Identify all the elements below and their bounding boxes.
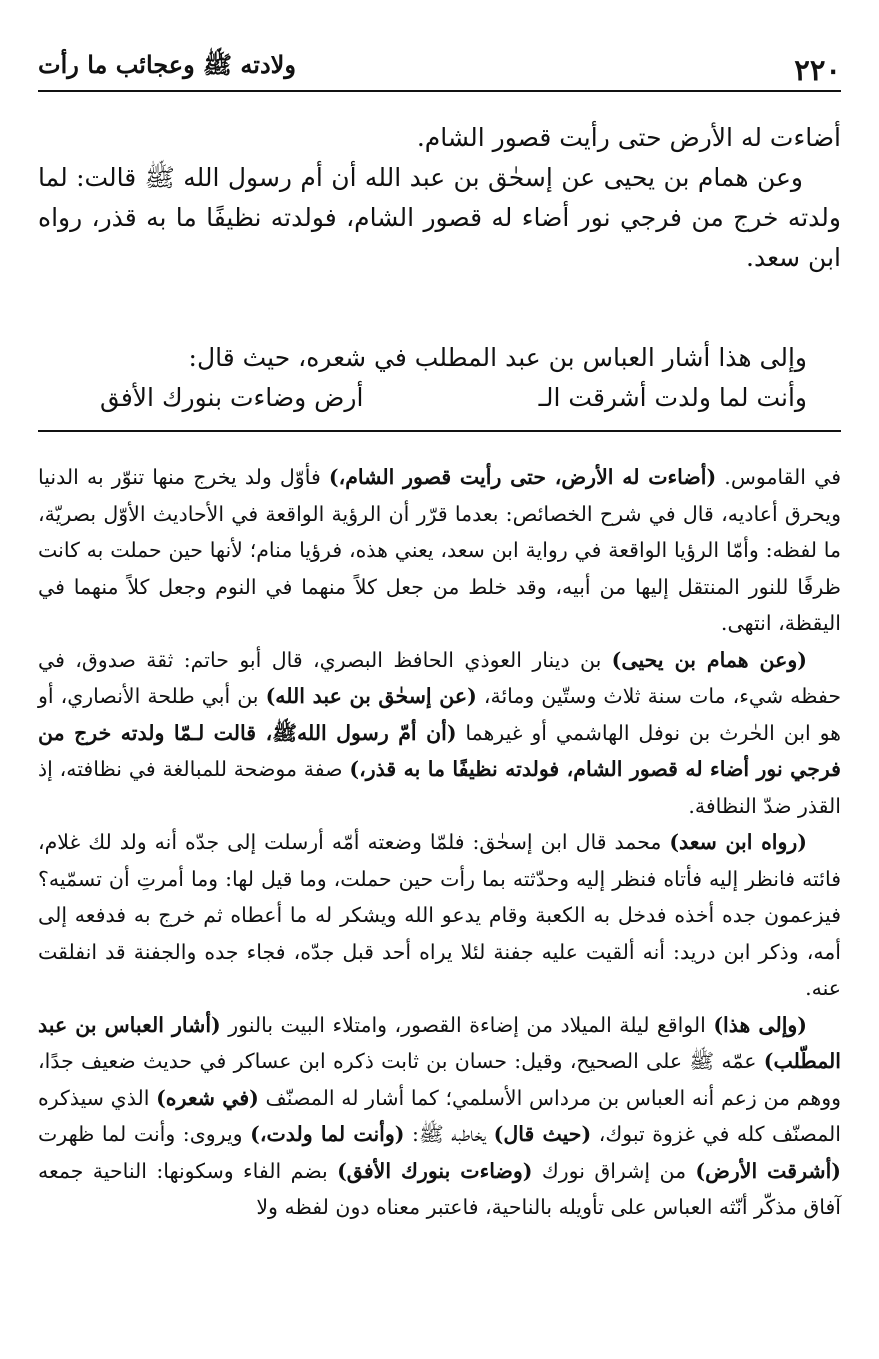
text-span: يخاطبه ﷺ: [404, 1122, 494, 1146]
text-span: الواقع ليلة الميلاد من إضاءة القصور، وامتلاء البيت بالنور [220, 1012, 714, 1037]
quoted-matn: (أن أمّ رسول اللهﷺ، قالت لـمّا ولدته خرج من فرجي نور أضاء له قصور الشام، فولدته نظيفًا ما به قذر،) [38, 720, 841, 781]
text-span: ويروى: وأنت لما ظهرت [38, 1122, 251, 1146]
quoted-matn: (حيث قال) [493, 1122, 592, 1146]
text-span: في القاموس. [716, 465, 841, 489]
chapter-title: ولادته ﷺ وعجائب ما رأت [38, 50, 296, 79]
quoted-matn: (وضاءت بنورك الأفق) [337, 1158, 533, 1183]
quoted-matn: (وإلى هذا) [713, 1012, 808, 1037]
text-span: بن أبي طلحة الأنصاري، أو هو ابن الحٰرث بن نوفل الهاشمي أو غيرهما [38, 684, 841, 745]
quoted-matn: (أشار العباس بن عبد المطّلب) [38, 1012, 841, 1073]
commentary-paragraph-2 [38, 642, 841, 825]
commentary-paragraph-3 [38, 824, 841, 1007]
verse-second-hemistich: أرض وضاءت بنورك الأفق [100, 383, 364, 412]
text-span: محمد قال ابن إسحٰق: فلمّا وضعته أمّه أرسلت إلى جدّه أنه ولد لك غلام، فائته فانظر إليه فأتاه فنظر إليه وحدّثته بما رأت حين حملت، وما قيل لها: وما أمرتِ أن تسمّيه؟ فيزعمون جده أخذه فدخل به الكعبة وقام يدعو الله ويشكر له ما أعطاه ثم خرج به فدفعه إلى أمه، وذكر ابن دريد: أنه ألقيت عليه جفنة لئلا يراه أحد قبل جدّه، فجاء جده والجفنة قد انفلقت عنه. [38, 830, 841, 1000]
quoted-matn: (أشرقت الأرض) [695, 1158, 841, 1183]
verse-first-hemistich: وأنت لما ولدت أشرقت الـ [538, 383, 807, 412]
commentary-paragraph-1 [38, 459, 841, 642]
main-paragraph-1: أضاءت له الأرض حتى رأيت قصور الشام. [416, 123, 841, 152]
commentary-paragraph-4 [38, 1007, 841, 1226]
poem-verse [100, 378, 807, 418]
poem-intro: وإلى هذا أشار العباس بن عبد المطلب في شعره، حيث قال: [188, 343, 807, 372]
page-number: ٢٢٠ [794, 53, 841, 87]
commentary-text [38, 459, 841, 1226]
quoted-matn: (عن إسحٰق بن عبد الله) [265, 684, 477, 708]
text-span: بن دينار العوذي الحافظ البصري، قال أبو حاتم: ثقة صدوق، في حفظه شيء، مات سنة ثلاث وستّين ومائة، [38, 647, 841, 708]
footnote-separator [38, 430, 841, 432]
quoted-matn: (وعن همام بن يحيى) [611, 647, 807, 672]
text-span: فأوّل ولد يخرج منها تنوّر به الدنيا ويحرق أعاديه، قال في شرح الخصائص: بعدما قرّر أن الرؤية الواقعة في الأحاديث الأوّل بصريّة، ما لفظه: وأمّا الرؤيا الواقعة في رواية ابن سعد، يعني هذه، فرؤيا منام؛ لأنها حين حملت به كانت ظرفًا للنور المنتقل إليها من أبيه، وقد خلط من جعل كلاً منهما في النوم وجعل كلاً منهما في اليقظة، انتهى. [38, 465, 841, 635]
text-span: صفة موضحة للمبالغة في نظافته، إذ القذر ضدّ النظافة. [38, 757, 841, 818]
quoted-matn: (أضاءت له الأرض، حتى رأيت قصور الشام،) [328, 465, 717, 489]
page-header [38, 50, 841, 92]
poem-block [100, 338, 807, 418]
quoted-matn: (رواه ابن سعد) [669, 830, 807, 854]
main-paragraph-2: وعن همام بن يحيى عن إسحٰق بن عبد الله أن أم رسول الله ﷺ قالت: لما ولدته خرج من فرجي نور أضاء له قصور الشام، فولدته نظيفًا ما به قذر، رواه ابن سعد. [38, 163, 841, 272]
quoted-matn: (وأنت لما ولدت،) [250, 1122, 405, 1146]
text-span: الذي سيذكره المصنّف كله في غزوة تبوك، [38, 1085, 842, 1146]
text-span: عمّه ﷺ على الصحيح، وقيل: حسان بن ثابت ذكره ابن عساكر في حديث ضعيف جدًا، ووهم من زعم أنه العباس بن مرداس الأسلمي؛ كما أشار له المصنّف [38, 1049, 841, 1110]
quoted-matn: (في شعره) [156, 1085, 259, 1110]
text-span: من إشراق نورك [532, 1158, 696, 1183]
text-span: بضم الفاء وسكونها: الناحية جمعه آفاق مذكّر أنّثه العباس على تأويله بالناحية، فاعتبر معناه دون لفظه ولا [38, 1158, 841, 1219]
main-text [38, 118, 841, 278]
